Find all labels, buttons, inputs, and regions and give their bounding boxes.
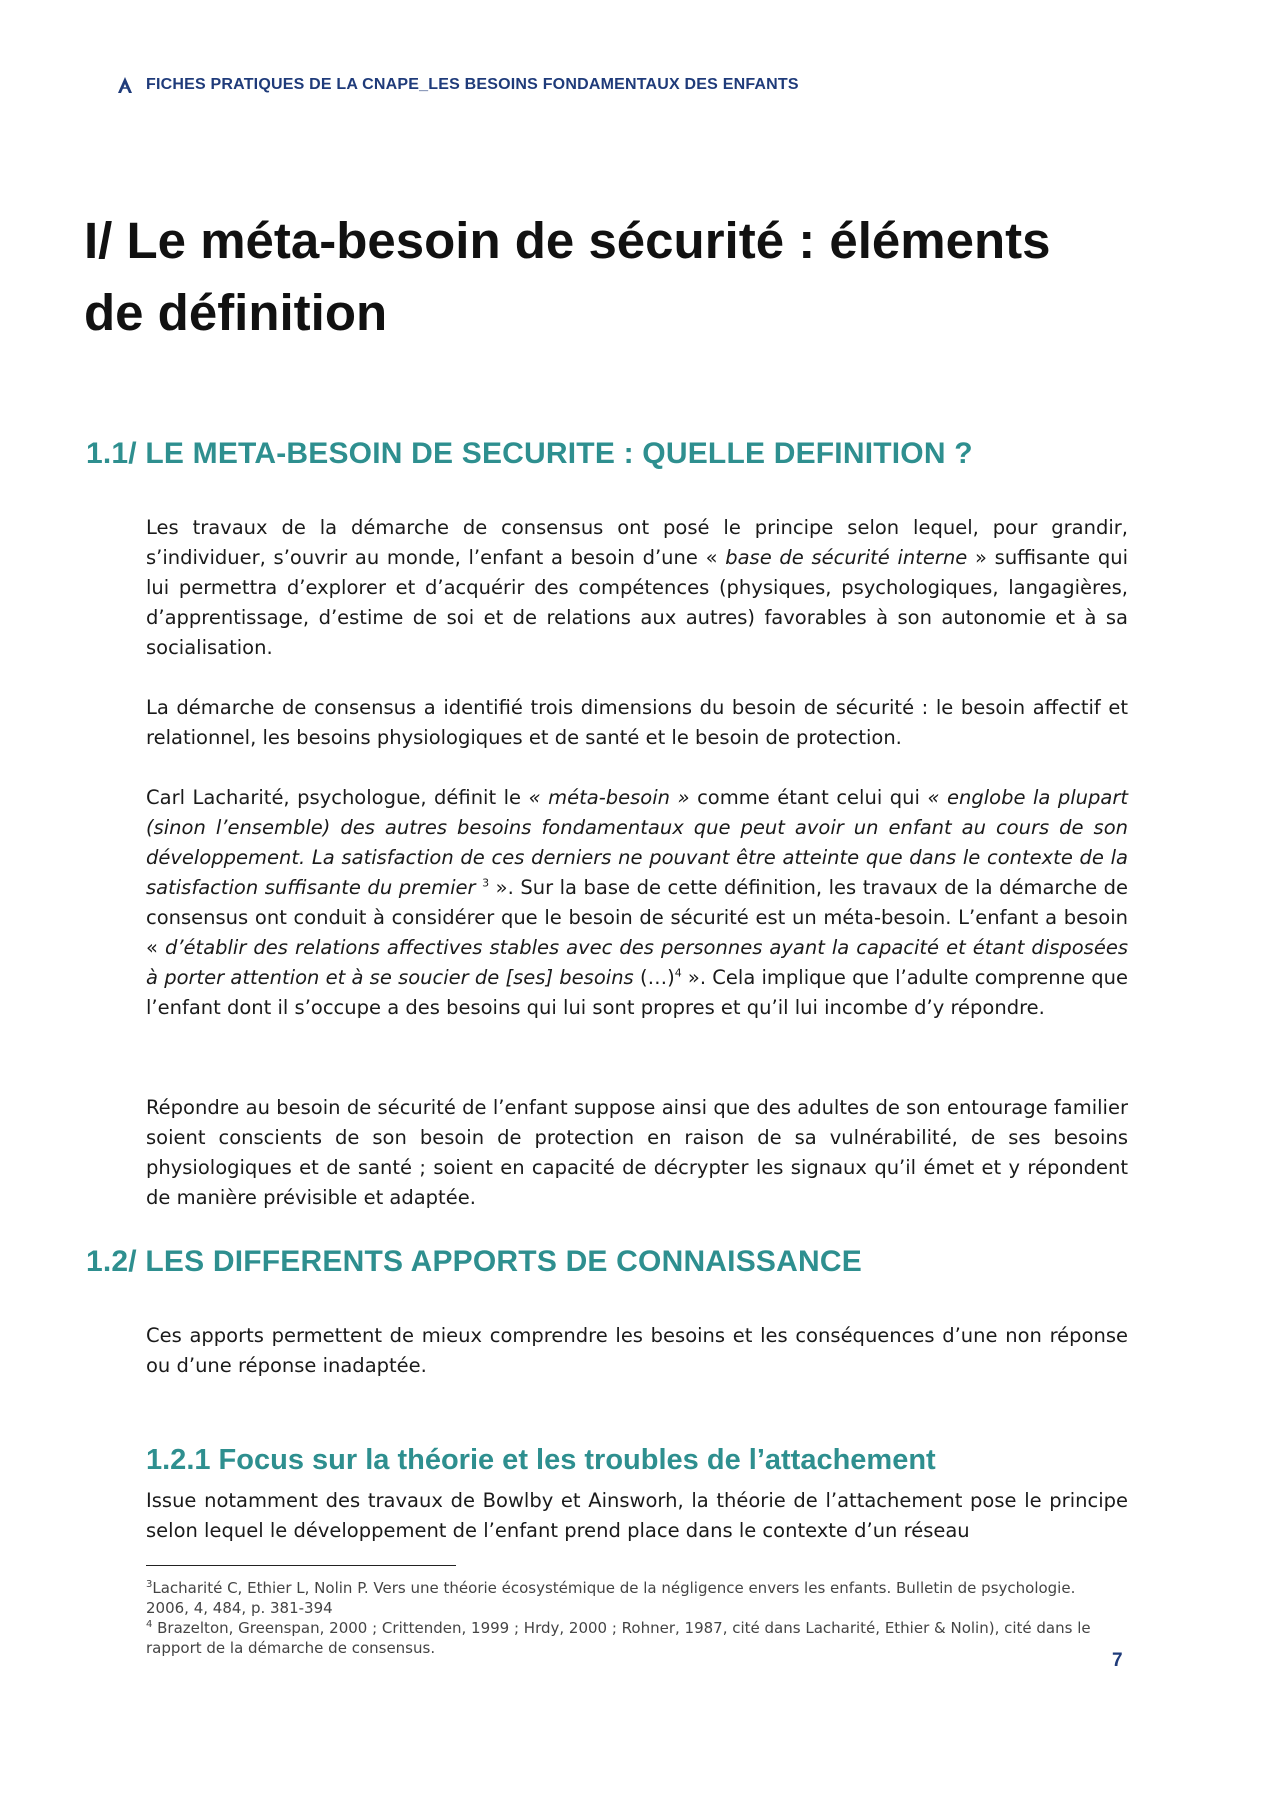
footnote-ref-3[interactable]: 3 [482,876,490,890]
paragraph-apports: Ces apports permettent de mieux comprendre les besoins et les conséquences d’une non réponse ou d’une réponse inadaptée. [146,1324,1128,1377]
section-1-2-1-heading: 1.2.1 Focus sur la théorie et les troubles de l’attachement [146,1444,936,1476]
tent-logo-icon [116,76,134,94]
paragraph-attachement: Issue notamment des travaux de Bowlby et Ainsworh, la théorie de l’attachement pose le principe selon lequel le développement de l’enfant prend place dans le contexte d’un réseau [146,1489,1128,1542]
page-title-line1: I/ Le méta-besoin de sécurité : éléments [84,212,1051,269]
emphasis-text: base de sécurité interne [725,546,968,569]
footnotes [146,1578,1106,1658]
section-1-2-heading: 1.2/ LES DIFFERENTS APPORTS DE CONNAISSANCE [86,1245,862,1278]
footnote-ref-4[interactable]: 4 [674,966,682,980]
paragraph-trois-dimensions: La démarche de consensus a identifié trois dimensions du besoin de sécurité : le besoin affectif et relationnel, les besoins physiologiques et de santé et le besoin de protection. [146,696,1128,749]
page-title-line2: de définition [84,284,388,341]
running-header [116,76,799,94]
footnote-4: $^4$ Brazelton, Greenspan, 2000 ; Crittenden, 1999 ; Hrdy, 2000 ; Rohner, 1987, cité dans Lacharité, Ethier & Nolin), cité dans le rapport de la démarche de consensus. [146,1619,1091,1657]
paragraph-repondre-besoin: Répondre au besoin de sécurité de l’enfant suppose ainsi que des adultes de son entourage familier soient conscients de son besoin de protection en raison de sa vulnérabilité, de ses besoins physiologiques et de santé ; soient en capacité de décrypter les signaux qu’il émet et y répondent de manière prévisible et adaptée. [146,1096,1128,1209]
page-title [84,205,1184,349]
footnote-3: $^3$Lacharité C, Ethier L, Nolin P. Vers une théorie écosystémique de la négligence envers les enfants. Bulletin de psychologie. 2006, 4, 484, p. 381-394 [146,1579,1076,1617]
paragraph-meta-besoin: Carl Lacharité, psychologue, définit le « méta-besoin » comme étant celui qui « englobe la plupart (sinon l’ensemble) des autres besoins fondamentaux que peut avoir un enfant au cours de son développement. La satisfaction de ces derniers ne pouvant être atteinte que dans le contexte de la satisfaction suffisante du premier $^3$ ». Sur la base de cette définition, les travaux de la démarche de consensus ont conduit à considérer que le besoin de sécurité est un méta-besoin. L’enfant a besoin « d’établir des relations affectives stables avec des personnes ayant la capacité et étant disposées à porter attention et à se soucier de [ses] besoins (…)$^4$ ». Cela implique que l’adulte comprenne que l’enfant dont il s’occupe a des besoins qui lui sont propres et qu’il lui incombe d’y répondre. [146,786,1129,1019]
footnote-separator [146,1565,456,1566]
header-text: FICHES PRATIQUES DE LA CNAPE_LES BESOINS FONDAMENTAUX DES ENFANTS [146,76,799,93]
paragraph-base-securite: Les travaux de la démarche de consensus ont posé le principe selon lequel, pour grandir, s’individuer, s’ouvrir au monde, l’enfant a besoin d’une « base de sécurité interne » suffisante qui lui permettra d’explorer et d’acquérir des compétences (physiques, psychologiques, langagières, d’apprentissage, d’estime de soi et de relations aux autres) favorables à son autonomie et à sa socialisation. [146,516,1128,659]
section-1-1-heading: 1.1/ LE META-BESOIN DE SECURITE : QUELLE DEFINITION ? [86,437,973,470]
page-number: 7 [1112,1650,1123,1671]
